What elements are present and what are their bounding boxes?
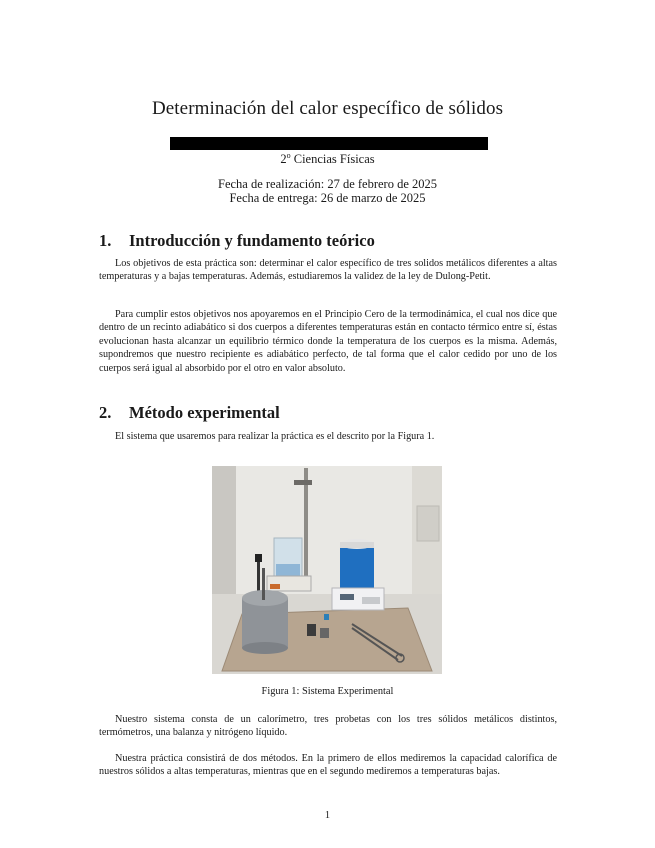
redacted-author-bar	[170, 137, 488, 150]
document-title: Determinación del calor específico de sólidos	[151, 98, 504, 119]
section-number: 2.	[99, 403, 112, 422]
section-title: Método experimental	[129, 403, 280, 422]
date-realizacion: Fecha de realización: 27 de febrero de 2025	[218, 177, 437, 191]
paragraph: El sistema que usaremos para realizar la práctica es el descrito por la Figura 1.	[115, 431, 435, 442]
lab-photo	[212, 466, 442, 674]
figure-caption: Figura 1: Sistema Experimental	[261, 686, 394, 697]
section-heading-1	[99, 231, 375, 251]
page-number: 1	[324, 810, 331, 821]
paragraph: Para cumplir estos objetivos nos apoyaremos en el Principio Cero de la termodinámica, el cual nos dice que dentro de un recinto adiabático si dos cuerpos a diferentes temperaturas están en contacto térmico entre sí, éstas evolucionan hasta alcanzar un equilibrio térmico donde la temperatura de los cuerpos es la misma. Además, supondremos que nuestro recipiente es adiabático perfecto, de tal forma que el calor cedido por uno de los cuerpos será igual al absorbido por el otro en valor absoluto.	[99, 309, 557, 374]
paragraph: Nuestra práctica consistirá de dos métodos. En la primero de ellos mediremos la capacidad calorífica de nuestros sólidos a altas temperaturas, mientras que en el segundo mediremos a temperaturas bajas.	[99, 753, 557, 778]
figure-experimental-setup	[212, 466, 442, 674]
paragraph: Nuestro sistema consta de un calorímetro, tres probetas con los tres sólidos metálicos distintos, termómetros, una balanza y nitrógeno líquido.	[99, 714, 557, 739]
section-heading-2	[99, 403, 280, 423]
course-name: Ciencias Físicas	[293, 152, 375, 166]
paragraph: Los objetivos de esta práctica son: determinar el calor específico de tres solidos metálicos diferentes a altas temperaturas y a bajas temperaturas. Además, estudiaremos la validez de la ley de Dulong-Petit.	[99, 258, 557, 283]
date-entrega: Fecha de entrega: 26 de marzo de 2025	[229, 191, 426, 205]
section-title: Introducción y fundamento teórico	[129, 231, 375, 250]
course-number: 2	[280, 152, 287, 166]
section-number: 1.	[99, 231, 112, 250]
course-superscript: o	[286, 151, 291, 160]
course-line	[0, 151, 655, 167]
